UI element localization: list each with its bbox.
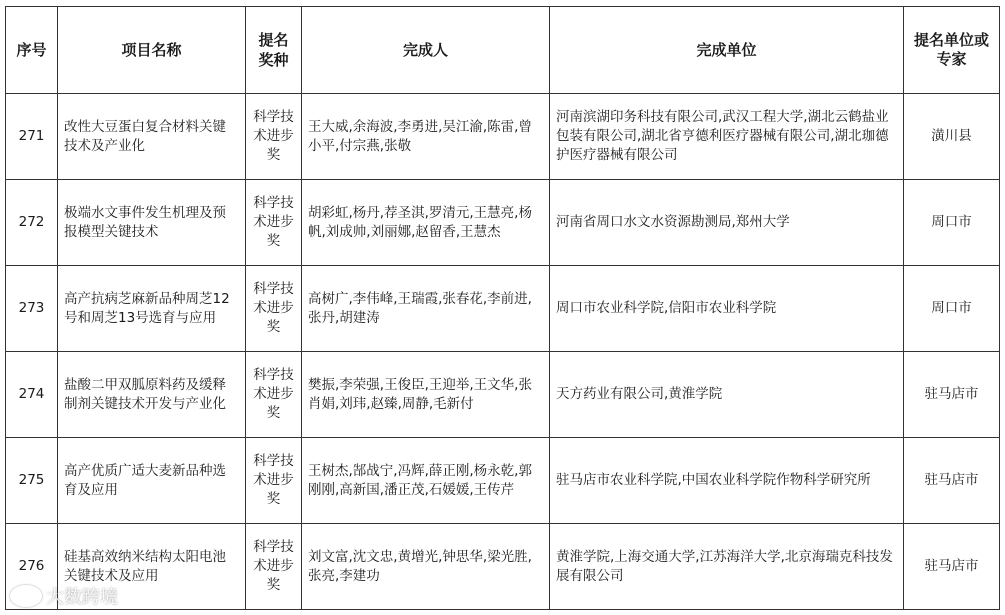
header-award: 提名奖种 bbox=[246, 7, 302, 94]
header-project: 项目名称 bbox=[58, 7, 246, 94]
table-row bbox=[6, 266, 1000, 352]
cell-award: 科学技术进步奖 bbox=[246, 266, 302, 352]
header-people: 完成人 bbox=[302, 7, 550, 94]
cell-nominator: 潢川县 bbox=[904, 94, 1000, 180]
cell-seq: 272 bbox=[6, 180, 58, 266]
cell-nominator: 驻马店市 bbox=[904, 352, 1000, 438]
cell-people: 高树广,李伟峰,王瑞霞,张春花,李前进,张丹,胡建涛 bbox=[302, 266, 550, 352]
table-row bbox=[6, 524, 1000, 610]
cell-seq: 275 bbox=[6, 438, 58, 524]
cell-project: 极端水文事件发生机理及预报模型关键技术 bbox=[58, 180, 246, 266]
header-nominator: 提名单位或专家 bbox=[904, 7, 1000, 94]
cell-nominator: 驻马店市 bbox=[904, 438, 1000, 524]
cell-nominator: 周口市 bbox=[904, 266, 1000, 352]
cell-people: 胡彩虹,杨丹,荐圣淇,罗清元,王慧亮,杨帆,刘成帅,刘丽娜,赵留香,王慧杰 bbox=[302, 180, 550, 266]
cell-units: 黄淮学院,上海交通大学,江苏海洋大学,北京海瑞克科技发展有限公司 bbox=[550, 524, 904, 610]
cell-award: 科学技术进步奖 bbox=[246, 438, 302, 524]
cell-award: 科学技术进步奖 bbox=[246, 524, 302, 610]
cell-seq: 273 bbox=[6, 266, 58, 352]
cell-project: 盐酸二甲双胍原料药及缓释制剂关键技术开发与产业化 bbox=[58, 352, 246, 438]
watermark bbox=[10, 583, 118, 609]
cell-award: 科学技术进步奖 bbox=[246, 352, 302, 438]
cell-award: 科学技术进步奖 bbox=[246, 94, 302, 180]
cell-people: 王树杰,郜战宁,冯辉,薛正刚,杨永乾,郭刚刚,高新国,潘正茂,石媛媛,王传芹 bbox=[302, 438, 550, 524]
cell-project: 改性大豆蛋白复合材料关键技术及产业化 bbox=[58, 94, 246, 180]
table-row bbox=[6, 180, 1000, 266]
table-row bbox=[6, 352, 1000, 438]
header-seq: 序号 bbox=[6, 7, 58, 94]
cell-seq: 276 bbox=[6, 524, 58, 610]
cell-people: 王大威,余海波,李勇进,吴江渝,陈雷,曾小平,付宗燕,张敬 bbox=[302, 94, 550, 180]
cell-project: 高产抗病芝麻新品种周芝12号和周芝13号选育与应用 bbox=[58, 266, 246, 352]
cell-award: 科学技术进步奖 bbox=[246, 180, 302, 266]
cell-seq: 274 bbox=[6, 352, 58, 438]
cell-units: 周口市农业科学院,信阳市农业科学院 bbox=[550, 266, 904, 352]
header-units: 完成单位 bbox=[550, 7, 904, 94]
header-row bbox=[6, 7, 1000, 94]
cell-units: 天方药业有限公司,黄淮学院 bbox=[550, 352, 904, 438]
watermark-logo-icon bbox=[10, 585, 42, 607]
cell-units: 河南省周口水文水资源勘测局,郑州大学 bbox=[550, 180, 904, 266]
cell-nominator: 周口市 bbox=[904, 180, 1000, 266]
table-row bbox=[6, 438, 1000, 524]
cell-project: 硅基高效纳米结构太阳电池关键技术及应用 bbox=[58, 524, 246, 610]
award-table bbox=[5, 6, 1000, 610]
cell-project: 高产优质广适大麦新品种选育及应用 bbox=[58, 438, 246, 524]
cell-people: 樊振,李荣强,王俊臣,王迎举,王文华,张肖娟,刘玮,赵臻,周静,毛新付 bbox=[302, 352, 550, 438]
cell-people: 刘文富,沈文忠,黄增光,钟思华,梁光胜,张亮,李建功 bbox=[302, 524, 550, 610]
cell-units: 河南滨湖印务科技有限公司,武汉工程大学,湖北云鹤盐业包装有限公司,湖北省亨德利医疗器械有限公司,湖北珈德护医疗器械有限公司 bbox=[550, 94, 904, 180]
cell-seq: 271 bbox=[6, 94, 58, 180]
table-row bbox=[6, 94, 1000, 180]
watermark-text: 大数跨境 bbox=[46, 587, 118, 608]
cell-nominator: 驻马店市 bbox=[904, 524, 1000, 610]
cell-units: 驻马店市农业科学院,中国农业科学院作物科学研究所 bbox=[550, 438, 904, 524]
